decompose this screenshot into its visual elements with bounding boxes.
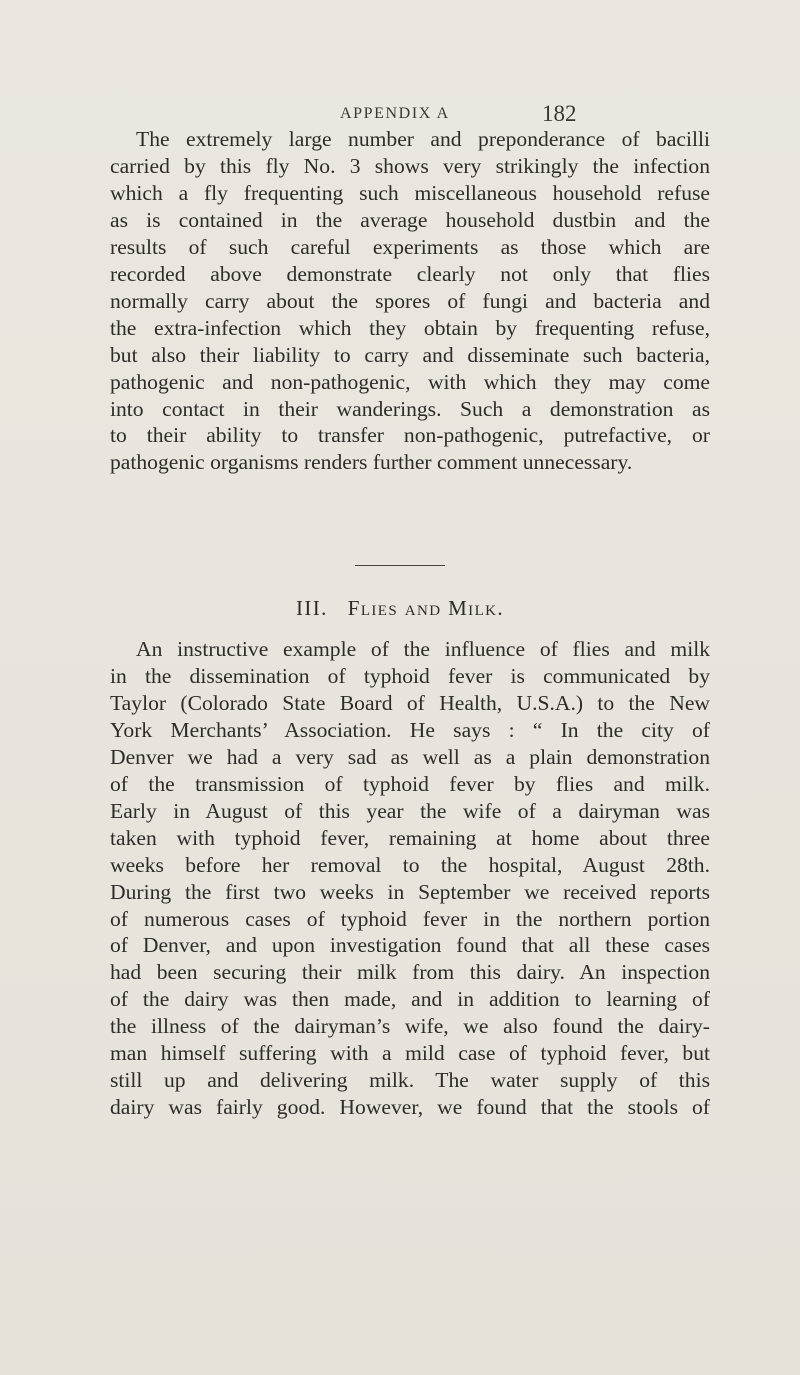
text-line: of Denver, and upon investigation found that all these cases [110, 933, 710, 958]
text-line: weeks before her removal to the hospital, August 28th. [110, 852, 710, 877]
text-line: of the transmission of typhoid fever by flies and milk. [110, 771, 710, 796]
text-line: to their ability to transfer non-pathogenic, putrefactive, or [110, 423, 710, 448]
text-line: of numerous cases of typhoid fever in the northern portion [110, 906, 710, 931]
paragraph-flies-bacteria [110, 126, 710, 476]
text-line: Early in August of this year the wife of a dairyman was [110, 798, 710, 823]
text-line: During the first two weeks in September we received reports [110, 879, 710, 904]
text-line: dairy was fairly good. However, we found that the stools of [110, 1095, 710, 1120]
text-line: An instructive example of the influence of flies and milk [136, 637, 710, 661]
text-line: carried by this fly No. 3 shows very strikingly the infection [110, 153, 710, 178]
text-line: the illness of the dairyman’s wife, we also found the dairy- [110, 1014, 710, 1039]
text-line: normally carry about the spores of fungi and bacteria and [110, 288, 710, 313]
section-heading [0, 596, 800, 621]
text-line: had been securing their milk from this dairy. An inspection [110, 960, 710, 985]
page-number: 182 [542, 101, 577, 126]
section-title: Flies and Milk. [347, 596, 505, 620]
text-line: as is contained in the average household dustbin and the [110, 207, 710, 232]
header-title: APPENDIX A [340, 105, 450, 122]
text-line: The extremely large number and preponderance of bacilli [136, 127, 710, 151]
text-line: taken with typhoid fever, remaining at home about three [110, 825, 710, 850]
section-divider-rule [355, 565, 445, 566]
text-line: pathogenic organisms renders further comment unnecessary. [110, 450, 633, 475]
text-line: recorded above demonstrate clearly not only that flies [110, 261, 710, 286]
text-line: Taylor (Colorado State Board of Health, U.S.A.) to the New [110, 690, 710, 715]
section-number: III. [295, 596, 328, 620]
text-line: in the dissemination of typhoid fever is communicated by [110, 663, 710, 688]
text-line: Denver we had a very sad as well as a plain demonstration [110, 744, 710, 769]
text-line: pathogenic and non-pathogenic, with which they may come [110, 369, 710, 394]
text-line: which a fly frequenting such miscellaneous household refuse [110, 180, 710, 205]
text-line: York Merchants’ Association. He says : “ In the city of [110, 717, 710, 742]
text-line: results of such careful experiments as those which are [110, 234, 710, 259]
text-line: man himself suffering with a mild case of typhoid fever, but [110, 1041, 710, 1066]
text-line: of the dairy was then made, and in addition to learning of [110, 987, 710, 1012]
paragraph-flies-milk [110, 636, 710, 1121]
text-line: the extra-infection which they obtain by frequenting refuse, [110, 315, 710, 340]
text-line: but also their liability to carry and disseminate such bacteria, [110, 342, 710, 367]
text-line: still up and delivering milk. The water supply of this [110, 1068, 710, 1093]
text-line: into contact in their wanderings. Such a demonstration as [110, 396, 710, 421]
